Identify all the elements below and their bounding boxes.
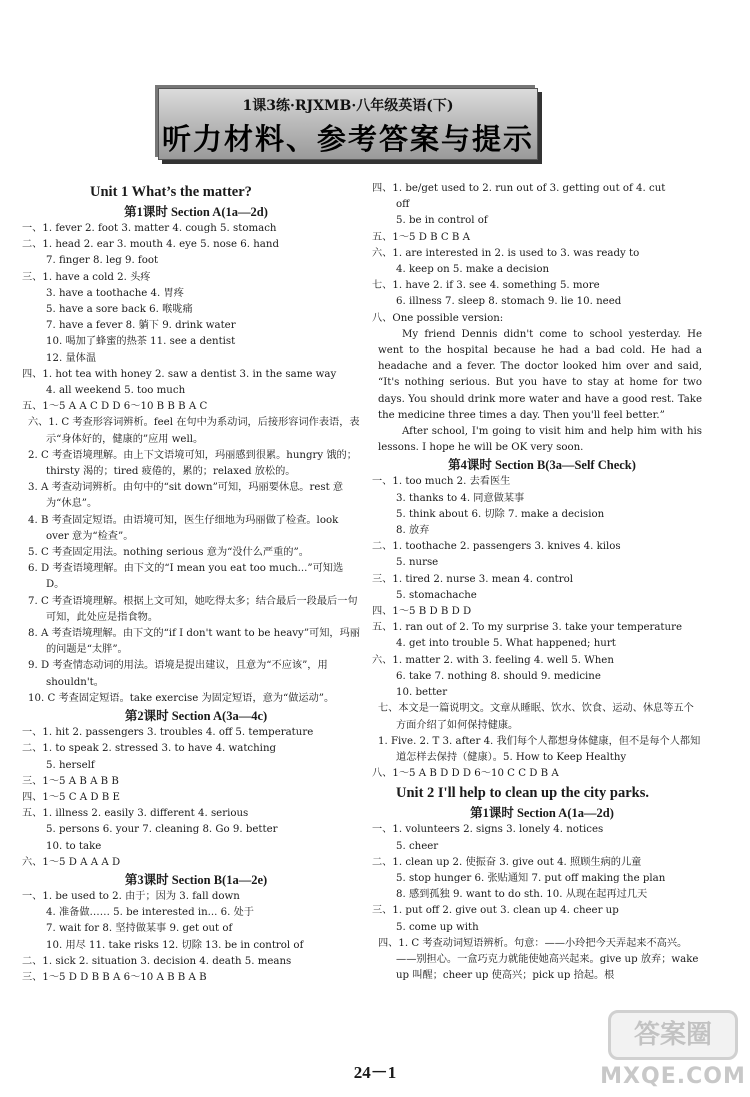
answer-line: 5. herself [46, 759, 95, 771]
answer-line: 10. 用尽 11. take risks 12. 切除 13. be in control of [46, 939, 304, 951]
answer-line: 7. finger 8. leg 9. foot [46, 255, 159, 267]
answer-line: 8. 放弃 [396, 525, 430, 537]
watermark-site: MXQE.COM [600, 1064, 746, 1089]
answer-line: 5. have a sore back 6. 喉咙痛 [46, 304, 193, 316]
answer-line: 4. all weekend 5. too much [46, 385, 186, 397]
right-column [372, 181, 702, 984]
answer-line: 一、1. too much 2. 去看医生 [372, 476, 511, 488]
answer-line: 5. think about 6. 切除 7. make a decision [396, 508, 605, 520]
explanation-note: 9. D 考查情态动词的用法。语境是提出建议，且意为“不应该”，用 shouldn't。 [28, 660, 328, 688]
explanation-note: 4. B 考查固定短语。由语境可知，医生仔细地为玛丽做了检查。look over 意为“检查”。 [28, 514, 339, 542]
answer-line: 四、1. hot tea with honey 2. saw a dentist 3. in the same way [22, 368, 337, 380]
explanation-note: 7. C 考查语境理解。根据上文可知，她吃得太多；结合最后一段最后一句可知，此处应是指食物。 [28, 595, 358, 623]
answer-line: 5. nurse [396, 557, 439, 569]
answer-line: 四、1～5 B D B D D [372, 606, 472, 618]
explanation-note: 1. Five. 2. T 3. after 4. 我们每个人都想身体健康，但不是每个人都知道怎样去保持（健康）。5. How to Keep Healthy [378, 735, 701, 763]
answer-line: 三、1. have a cold 2. 头疼 [22, 271, 151, 283]
unit-title: Unit 2 I'll help to clean up the city parks. [396, 785, 649, 802]
answer-line: 5. come up with [396, 921, 479, 933]
explanation-note: 四、1. C 考查动词短语辨析。句意：——小玲把今天弄起来不高兴。——别担心。一盒巧克力就能使她高兴起来。give up 放弃；wake up 叫醒；cheer up 使高兴；pick up 拾起。根 [378, 937, 699, 982]
left-column [22, 181, 360, 986]
answer-line: 5. be in control of [396, 215, 488, 227]
essay-paragraph: After school, I'm going to visit him and help him with his lessons. I hope he will be OK very soon. [378, 426, 702, 454]
answer-line: 5. persons 6. your 7. cleaning 8. Go 9. better [46, 824, 278, 836]
lesson-title: 第1课时 Section A(1a—2d) [470, 806, 614, 821]
lesson-title: 第2课时 Section A(3a—4c) [124, 709, 268, 724]
answer-line: 5. cheer [396, 840, 439, 852]
answer-line: 五、1～5 A A C D D 6～10 B B B A C [22, 401, 208, 413]
answer-line: 七、1. have 2. if 3. see 4. something 5. more [372, 280, 600, 292]
answer-line: 12. 量体温 [46, 352, 97, 364]
answer-line: 二、1. head 2. ear 3. mouth 4. eye 5. nose 6. hand [22, 239, 279, 251]
answer-line: 3. have a toothache 4. 胃疼 [46, 287, 184, 299]
answer-line: 一、1. be used to 2. 由于；因为 3. fall down [22, 890, 240, 902]
lesson-title: 第3课时 Section B(1a—2e) [124, 872, 268, 887]
answer-line: 4. 准备做…… 5. be interested in... 6. 处于 [46, 907, 254, 919]
answer-line: 六、1. are interested in 2. is used to 3. was ready to [372, 247, 640, 259]
explanation-note: 6. D 考查语境理解。由下文的“I mean you eat too much...”可知选 D。 [28, 563, 344, 591]
answer-line: 10. better [396, 687, 448, 699]
answer-line: 三、1～5 A B A B B [22, 775, 119, 787]
explanation-note: 8. A 考查语境理解。由下文的“if I don't want to be heavy”可知，玛丽的问题是“太胖”。 [28, 628, 360, 656]
banner-title: 听力材料、参考答案与提示 [161, 122, 534, 156]
answer-line: 一、1. hit 2. passengers 3. troubles 4. off 5. temperature [22, 727, 314, 739]
answer-line: 4. get into trouble 5. What happened; hurt [396, 638, 616, 650]
banner-subtitle: 1课3练·RJXMB·八年级英语(下) [242, 98, 454, 114]
answer-line: 五、1～5 D B C B A [372, 231, 471, 243]
explanation-note: 2. C 考查语境理解。由上下文语境可知，玛丽感到很累。hungry 饿的；thirsty 渴的；tired 疲倦的，累的；relaxed 放松的。 [28, 449, 357, 478]
lesson-title: 第4课时 Section B(3a—Self Check) [448, 458, 636, 473]
answer-line: 4. keep on 5. make a decision [396, 264, 550, 276]
explanation-note: 5. C 考查固定用法。nothing serious 意为“没什么严重的”。 [28, 547, 309, 559]
explanation-note: 七、本文是一篇说明文。文章从睡眠、饮水、饮食、运动、休息等五个方面介绍了如何保持健康。 [378, 703, 694, 731]
answer-line: 7. have a fever 8. 躺下 9. drink water [46, 320, 236, 332]
answer-line: 二、1. to speak 2. stressed 3. to have 4. watching [22, 743, 277, 755]
explanation-note: 10. C 考查固定短语。take exercise 为固定短语，意为“做运动”。 [28, 692, 335, 704]
answer-line: 8. 感到孤独 9. want to do sth. 10. 从现在起再过几天 [396, 889, 648, 901]
answer-line: 6. illness 7. sleep 8. stomach 9. lie 10. need [396, 296, 622, 308]
answer-line: 3. thanks to 4. 同意做某事 [396, 492, 525, 504]
answer-line: 6. take 7. nothing 8. should 9. medicine [396, 670, 601, 682]
answer-line: 八、1～5 A B D D D 6～10 C C D B A [372, 768, 559, 780]
answer-line: 六、1. matter 2. with 3. feeling 4. well 5. When [372, 654, 614, 666]
answer-line: 一、1. volunteers 2. signs 3. lonely 4. notices [372, 824, 604, 836]
answer-line: 二、1. toothache 2. passengers 3. knives 4. kilos [372, 541, 621, 553]
answer-line: 7. wait for 8. 坚持做某事 9. get out of [46, 923, 233, 935]
lesson-title: 第1课时 Section A(1a—2d) [124, 205, 268, 219]
title-banner [158, 88, 538, 160]
answer-line: 一、1. fever 2. foot 3. matter 4. cough 5. stomach [22, 223, 277, 234]
answer-line: off [396, 199, 410, 211]
answer-line: 5. stop hunger 6. 张贴通知 7. put off making the plan [396, 872, 666, 884]
answer-line: 四、1. be/get used to 2. run out of 3. getting out of 4. cut [372, 183, 666, 194]
answer-line: 五、1. ran out of 2. To my surprise 3. take your temperature [372, 622, 682, 634]
answer-line: 六、1～5 D A A A D [22, 856, 121, 868]
answer-line: 八、One possible version: [372, 312, 504, 324]
answer-line: 五、1. illness 2. easily 3. different 4. serious [22, 808, 249, 820]
watermark-logo [598, 1010, 748, 1094]
answer-line: 三、1. put off 2. give out 3. clean up 4. cheer up [372, 905, 619, 917]
answer-line: 10. to take [46, 840, 102, 852]
unit-title: Unit 1 What’s the matter? [90, 184, 252, 200]
answer-line: 二、1. clean up 2. 使振奋 3. give out 4. 照顾生病的儿童 [372, 856, 642, 868]
answer-line: 三、1～5 D D B B A 6～10 A B B A B [22, 971, 207, 983]
answer-line: 5. stomachache [396, 589, 477, 601]
essay-paragraph: My friend Dennis didn't come to school yesterday. He went to the hospital because he had a bad cold. He had a headache and a fever. The doctor looked him over and said, “It's nothing serious. But you have to stay at home for two days. You should drink more water and have a good rest. Take the medicine three times a day. Then you'll feel better.” [378, 328, 702, 421]
explanation-note: 六、1. C 考查形容词辨析。feel 在句中为系动词，后接形容词作表语，表示“身体好的，健康的”应用 well。 [28, 417, 360, 445]
answer-line: 10. 喝加了蜂蜜的热茶 11. see a dentist [46, 336, 236, 348]
page-number: 24－1 [353, 1063, 397, 1082]
explanation-note: 3. A 考查动词辨析。由句中的“sit down”可知，玛丽要休息。rest 意为“休息”。 [28, 482, 344, 510]
answer-line: 三、1. tired 2. nurse 3. mean 4. control [372, 573, 574, 585]
answer-line: 二、1. sick 2. situation 3. decision 4. death 5. means [22, 955, 292, 967]
watermark-badge: 答案圈 [608, 1010, 738, 1060]
answer-line: 四、1～5 C A D B E [22, 791, 120, 803]
